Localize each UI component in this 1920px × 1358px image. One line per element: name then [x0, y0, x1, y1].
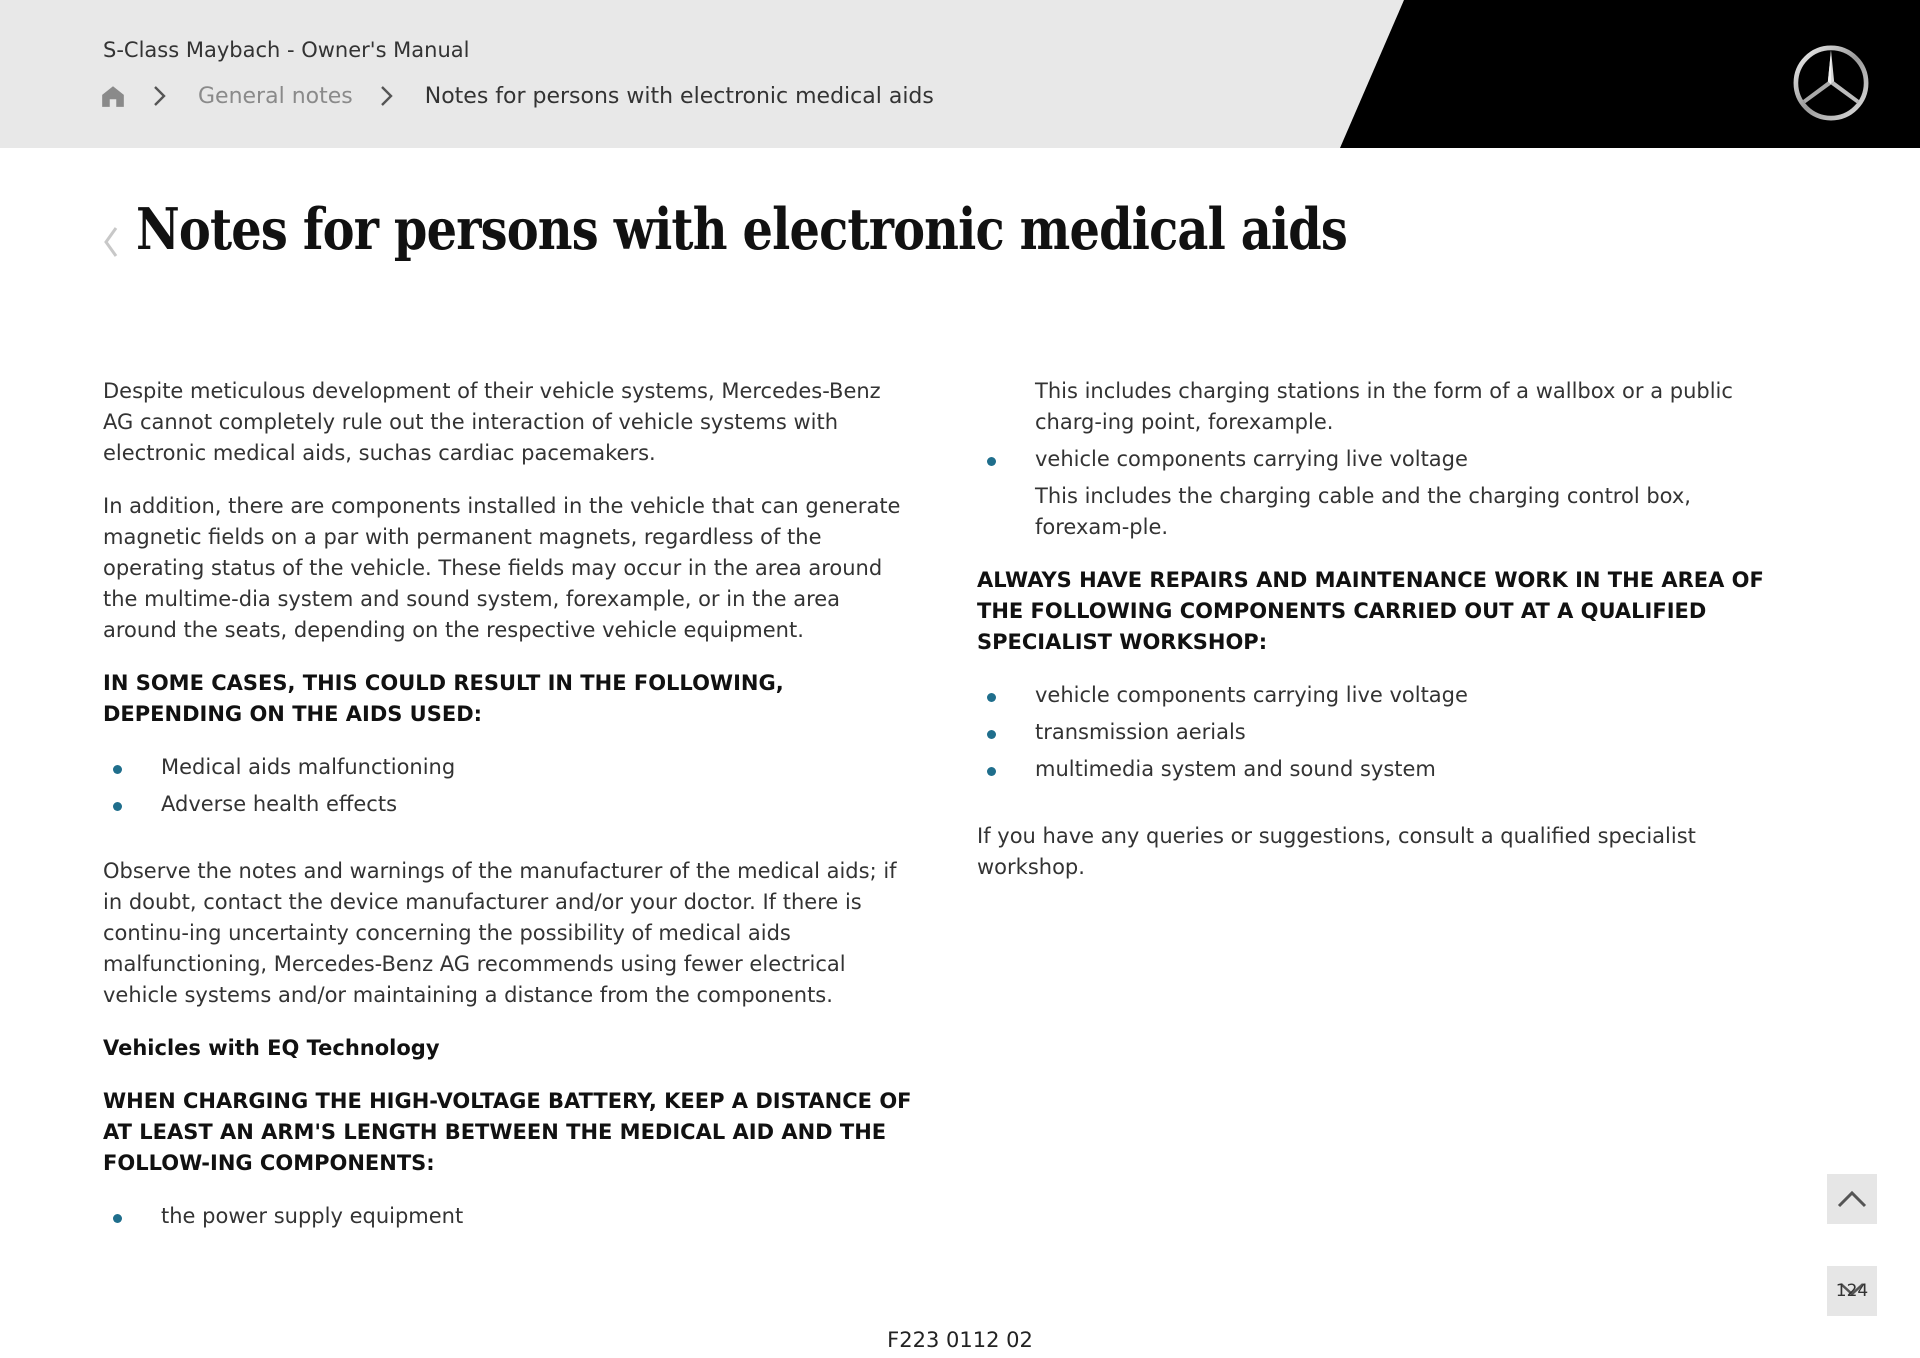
- section-heading: WHEN CHARGING THE HIGH-VOLTAGE BATTERY, KEEP A DISTANCE OF AT LEAST AN ARM'S LENGTH BETWEEN THE MEDICAL AID AND THE FOLLOW-ING COMPONENTS:: [103, 1089, 912, 1175]
- magnetic-fields-paragraph: In addition, there are components installed in the vehicle that can generate magnetic fields on a par with permanent magnets, regardless of the operating status of the vehicle. These fields may occur in the area around the multime-dia system and sound system, forexample, or in the area around the seats, depending on the respective vehicle equipment.: [103, 494, 901, 642]
- list-item: Medical aids malfunctioning: [103, 752, 913, 783]
- right-column: [977, 376, 1789, 905]
- eq-technology-subheading: Vehicles with EQ Technology: [103, 1036, 440, 1060]
- chevron-right-icon: [377, 83, 397, 109]
- chevron-up-icon: [1836, 1189, 1868, 1209]
- bullet-dot: [987, 457, 996, 466]
- charging-components-list-continued: [977, 444, 1789, 475]
- list-item: Adverse health effects: [103, 789, 913, 820]
- list-item: multimedia system and sound system: [977, 754, 1789, 785]
- page-number-box[interactable]: [1827, 1266, 1877, 1316]
- back-chevron-icon[interactable]: [100, 222, 122, 262]
- list-item: the power supply equipment: [103, 1201, 913, 1232]
- repair-components-list: [977, 680, 1789, 785]
- page-title: Notes for persons with electronic medical aids: [136, 196, 1348, 263]
- section-heading: ALWAYS HAVE REPAIRS AND MAINTENANCE WORK IN THE AREA OF THE FOLLOWING COMPONENTS CARRIED OUT AT A QUALIFIED SPECIALIST WORKSHOP:: [977, 568, 1764, 654]
- document-code: F223 0112 02: [887, 1328, 1033, 1352]
- list-item: transmission aerials: [977, 717, 1789, 748]
- list-item: vehicle components carrying live voltage: [977, 680, 1789, 711]
- mercedes-star-logo[interactable]: [1792, 44, 1870, 122]
- breadcrumb: [100, 80, 934, 112]
- page-number: 124: [1835, 1281, 1869, 1301]
- bullet-dot: [113, 1214, 122, 1223]
- observe-notes-paragraph: Observe the notes and warnings of the manufacturer of the medical aids; if in doubt, contact the device manufacturer and/or your doctor. If there is continu-ing uncertainty concerning the possibility of medical aids malfunctioning, Mercedes-Benz AG recommends using fewer electrical vehicle systems and/or maintaining a distance from the components.: [103, 859, 897, 1007]
- scroll-up-button[interactable]: [1827, 1174, 1877, 1224]
- left-column: [103, 376, 913, 1268]
- chevron-right-icon: [150, 83, 170, 109]
- page-header: [0, 0, 1920, 148]
- queries-paragraph: If you have any queries or suggestions, consult a qualified specialist workshop.: [977, 824, 1696, 879]
- effects-list: [103, 752, 913, 820]
- bullet-dot: [987, 767, 996, 776]
- bullet-dot: [987, 693, 996, 702]
- manual-title: S-Class Maybach - Owner's Manual: [103, 38, 470, 62]
- breadcrumb-current: Notes for persons with electronic medical aids: [424, 83, 934, 109]
- bullet-dot: [113, 765, 122, 774]
- bullet-dot: [987, 730, 996, 739]
- section-heading: IN SOME CASES, THIS COULD RESULT IN THE FOLLOWING, DEPENDING ON THE AIDS USED:: [103, 671, 784, 726]
- breadcrumb-link-general-notes[interactable]: General notes: [198, 83, 353, 109]
- bullet-dot: [113, 802, 122, 811]
- continuation-text: This includes charging stations in the form of a wallbox or a public charg-ing point, forexample.: [1035, 379, 1733, 434]
- charging-components-list: [103, 1201, 913, 1232]
- continuation-text: This includes the charging cable and the charging control box, forexam-ple.: [1035, 484, 1691, 539]
- intro-paragraph: Despite meticulous development of their vehicle systems, Mercedes-Benz AG cannot completely rule out the interaction of vehicle systems with electronic medical aids, suchas cardiac pacemakers.: [103, 379, 881, 465]
- list-item: vehicle components carrying live voltage: [977, 444, 1789, 475]
- home-icon[interactable]: [100, 83, 126, 109]
